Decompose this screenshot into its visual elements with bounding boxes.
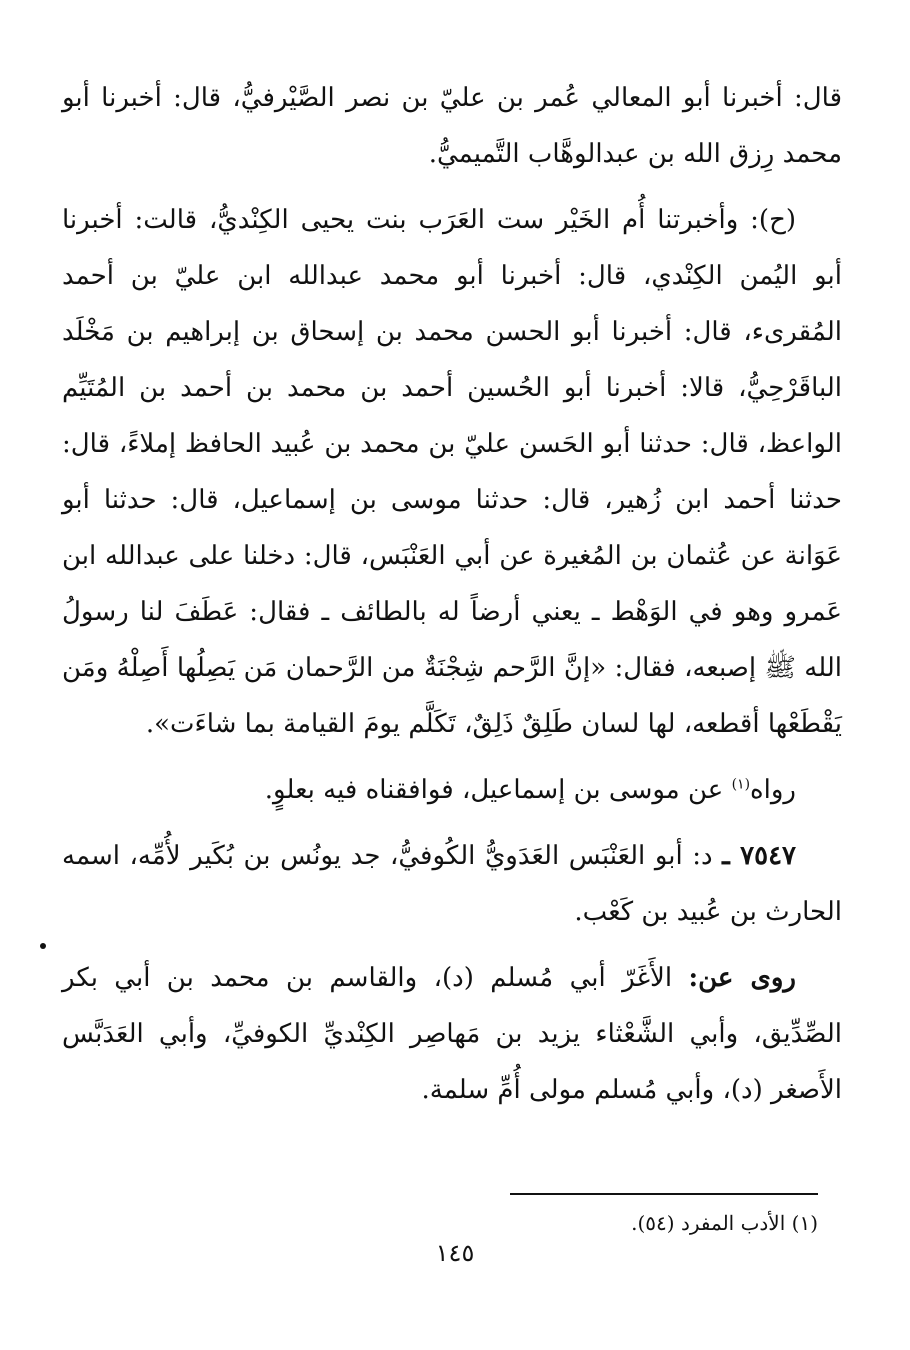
margin-dot — [40, 943, 46, 949]
chain-of-narration-1: قال: أخبرنا أبو المعالي عُمر بن عليّ بن نصر الصَّيْرفيُّ، قال: أخبرنا أبو محمد رِزق الله بن عبدالوهَّاب التَّميميُّ. — [62, 83, 842, 169]
narrated-from — [62, 950, 842, 1118]
hadith-text: (ح): وأخبرتنا أُم الخَيْر ست العَرَب بنت يحيى الكِنْديُّ، قالت: أخبرنا أبو اليُمن الكِنْدي، قال: أخبرنا أبو محمد عبدالله ابن عليّ بن أحمد المُقرىء، قال: أخبرنا أبو الحسن محمد بن إسحاق بن إبراهيم بن مَخْلَد الباقَرْحِيُّ، قالا: أخبرنا أبو الحُسين أحمد بن محمد بن أحمد بن المُتَيِّم الواعظ، قال: حدثنا أبو الحَسن عليّ بن محمد بن عُبيد الحافظ إملاءً، قال: حدثنا أحمد ابن زُهير، قال: حدثنا موسى بن إسماعيل، قال: حدثنا أبو عَوَانة عن عُثمان بن المُغيرة عن أبي العَنْبَس، قال: دخلنا على عبدالله ابن عَمرو وهو في الوَهْط ـ يعني أرضاً له بالطائف ـ فقال: عَطَفَ لنا رسولُ الله ﷺ إصبعه، فقال: «إنَّ الرَّحم شِجْنَةٌ من الرَّحمان مَن يَصِلُها أَصِلْهُ ومَن يَقْطَعْها أقطعه، لها لسان طَلِقٌ ذَلِقٌ، تَكَلَّم يومَ القيامة بما شاءَت». — [62, 205, 842, 739]
footnote-divider — [510, 1193, 818, 1195]
narration-note-start: رواه — [750, 775, 796, 805]
narrated-from-text: الأَغَرّ أبي مُسلم (د)، والقاسم بن محمد بن أبي بكر الصِّدِّيق، وأبي الشَّعْثاء يزيد بن مَهاصِر الكِنْديِّ الكوفيِّ، وأبي العَدَبَّس الأَصغر (د)، وأبي مُسلم مولى أُمِّ سلمة. — [62, 963, 842, 1105]
entry-number: ٧٥٤٧ ـ — [722, 841, 796, 871]
footnote: (١) الأدب المفرد (٥٤). — [631, 1211, 818, 1235]
narration-note-rest: عن موسى بن إسماعيل، فوافقناه فيه بعلوٍ. — [264, 775, 732, 805]
entry-heading-text: د: أبو العَنْبَس العَدَويُّ الكُوفيُّ، جد يونُس بن بُكَير لأُمِّه، اسمه الحارث بن عُبيد بن كَعْب. — [62, 841, 842, 927]
page-number: ١٤٥ — [435, 1239, 475, 1267]
footnote-reference: (١) — [731, 776, 751, 793]
page-body — [62, 70, 842, 1118]
biography-entry — [62, 828, 842, 940]
narrated-from-label: روى عن: — [688, 963, 796, 993]
narration-note — [62, 762, 842, 818]
